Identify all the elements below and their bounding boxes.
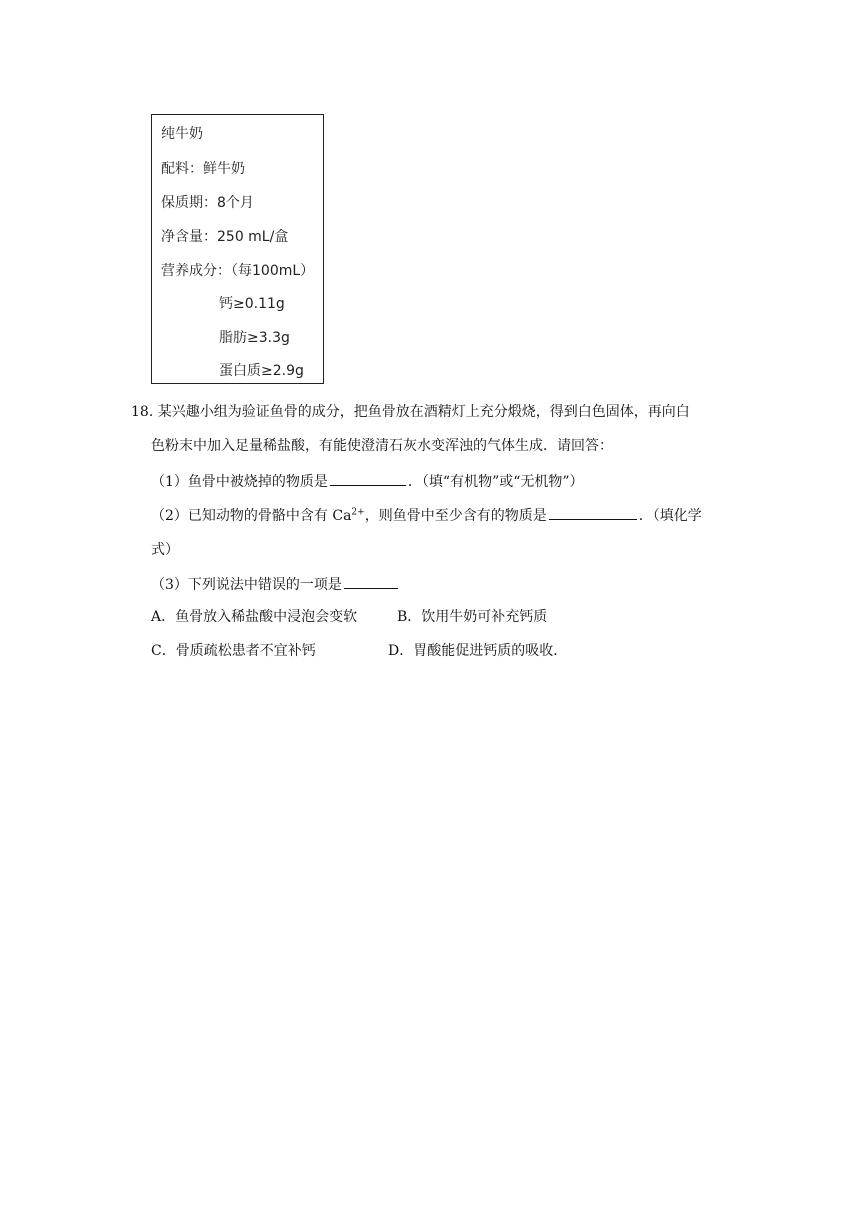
label-ingredients: 配料：鲜牛奶: [161, 161, 245, 177]
option-d[interactable]: D．胃酸能促进钙质的吸收．: [388, 643, 568, 659]
q1-prefix: （1）鱼骨中被烧掉的物质是: [151, 474, 328, 490]
sub-question-1: [151, 471, 584, 492]
label-calcium: 钙≥0.11g: [219, 296, 285, 312]
answer-blank-1[interactable]: [330, 471, 406, 486]
question-stem-line2: 色粉末中加入足量稀盐酸，有能使澄清石灰水变浑浊的气体生成．请回答：: [151, 438, 613, 454]
sub-question-2: [151, 505, 702, 526]
q2-prefix: （2）已知动物的骨骼中含有 Ca: [151, 508, 352, 524]
answer-blank-2[interactable]: [549, 505, 637, 520]
question-stem-line1: [131, 402, 690, 422]
q2-superscript: 2+: [351, 507, 365, 518]
sub-question-2-cont: 式）: [151, 542, 179, 558]
option-c[interactable]: C．骨质疏松患者不宜补钙: [151, 643, 316, 659]
label-nutrition-header: 营养成分：（每100mL）: [161, 263, 315, 279]
label-shelf-life: 保质期：8个月: [161, 195, 254, 211]
question-number: 18.: [131, 404, 154, 420]
answer-blank-3[interactable]: [344, 574, 398, 589]
q3-prefix: （3）下列说法中错误的一项是: [151, 577, 342, 593]
label-title: 纯牛奶: [161, 126, 203, 142]
label-protein: 蛋白质≥2.9g: [219, 363, 304, 379]
option-b[interactable]: B．饮用牛奶可补充钙质: [397, 609, 548, 625]
label-net-content: 净含量：250 mL/盒: [161, 229, 289, 245]
q1-suffix: ．（填“有机物”或“无机物”）: [407, 474, 584, 490]
question-stem-text: 某兴趣小组为验证鱼骨的成分，把鱼骨放在酒精灯上充分煅烧，得到白色固体，再向白: [157, 404, 690, 420]
option-a[interactable]: A．鱼骨放入稀盐酸中浸泡会变软: [151, 609, 358, 625]
q2-middle: ，则鱼骨中至少含有的物质是: [364, 508, 547, 524]
label-fat: 脂肪≥3.3g: [219, 330, 290, 346]
q2-suffix: ．（填化学: [638, 508, 702, 524]
milk-label-box: [151, 114, 324, 384]
sub-question-3: [151, 574, 400, 595]
